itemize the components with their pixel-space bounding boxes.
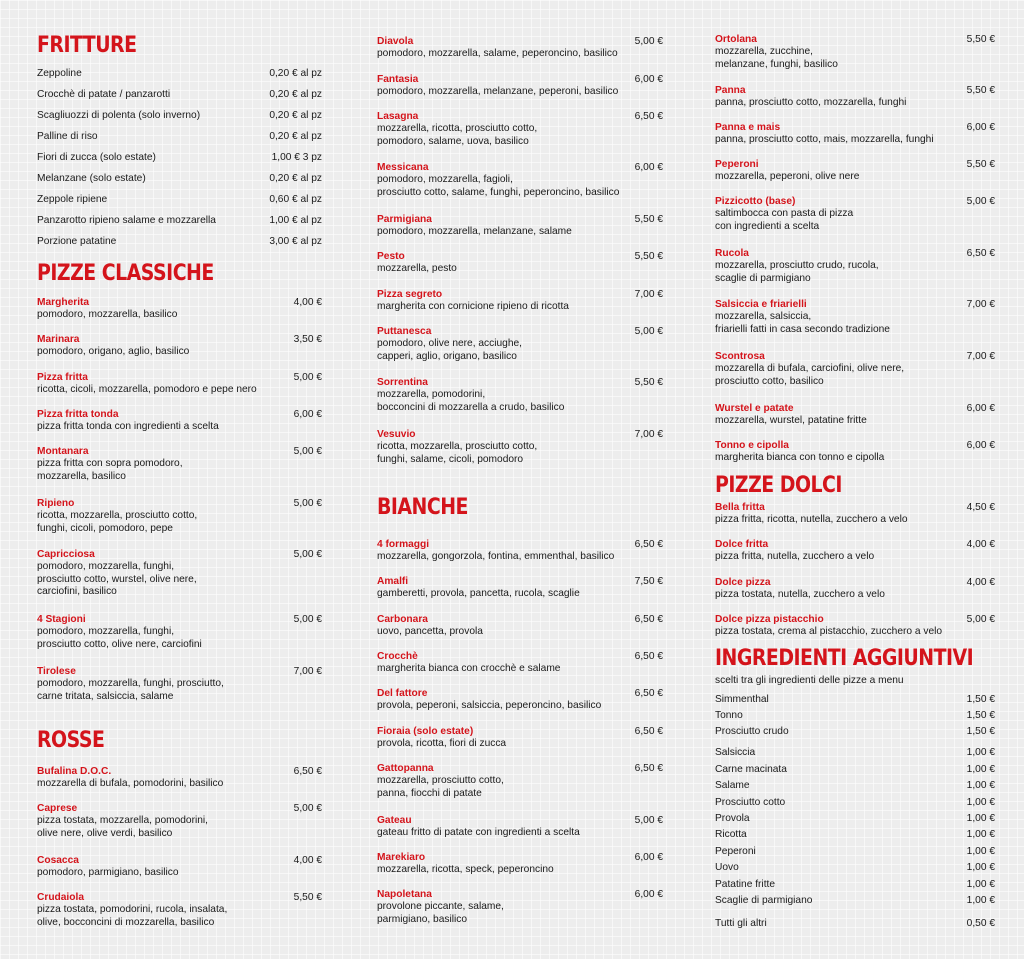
item-price: 4,00 € xyxy=(966,539,995,550)
item-desc: pomodoro, mozzarella, funghi, prosciutto cotto, wurstel, olive nere, carciofini, basilico xyxy=(37,561,197,597)
item-price: 0,60 € al pz xyxy=(269,194,322,205)
fritture-item xyxy=(37,110,322,122)
menu-item xyxy=(377,576,663,601)
menu-item xyxy=(377,539,663,564)
item-name: Dolce pizza pistacchio xyxy=(715,614,824,625)
item-desc: provola, peperoni, salsiccia, peperoncino, basilico xyxy=(377,700,602,712)
item-price: 5,00 € xyxy=(293,498,322,509)
menu-item xyxy=(377,74,663,99)
item-name: Carne macinata xyxy=(715,764,787,775)
item-desc: pizza tostata, nutella, zucchero a velo xyxy=(715,589,885,601)
item-price: 1,00 € al pz xyxy=(269,215,322,226)
item-name: Crocchè di patate / panzarotti xyxy=(37,89,171,100)
menu-item xyxy=(377,889,663,926)
item-desc: pomodoro, mozzarella, melanzane, salame xyxy=(377,226,572,238)
item-desc: mozzarella, peperoni, olive nere xyxy=(715,171,860,183)
item-desc: pomodoro, mozzarella, basilico xyxy=(37,309,178,321)
dolci-title: PIZZE DOLCI xyxy=(715,473,842,498)
item-price: 1,50 € xyxy=(966,710,995,721)
item-name: Ricotta xyxy=(715,829,747,840)
extra-item xyxy=(715,797,995,809)
item-price: 6,50 € xyxy=(634,111,663,122)
extra-item xyxy=(715,747,995,759)
fritture-item xyxy=(37,173,322,185)
item-desc: mozzarella, pomodorini, bocconcini di mozzarella a crudo, basilico xyxy=(377,389,565,413)
item-desc: mozzarella, zucchine, melanzane, funghi, basilico xyxy=(715,46,838,70)
item-name: Parmigiana xyxy=(377,214,432,225)
item-desc: uovo, pancetta, provola xyxy=(377,626,483,638)
item-price: 3,00 € al pz xyxy=(269,236,322,247)
item-price: 6,50 € xyxy=(634,651,663,662)
item-name: Uovo xyxy=(715,862,739,873)
item-name: Patatine fritte xyxy=(715,879,776,890)
item-desc: pomodoro, mozzarella, salame, peperoncino, basilico xyxy=(377,48,618,60)
item-price: 6,50 € xyxy=(293,766,322,777)
item-price: 5,50 € xyxy=(966,34,995,45)
item-price: 6,00 € xyxy=(966,440,995,451)
menu-item xyxy=(37,666,322,703)
item-name: Fantasia xyxy=(377,74,419,85)
item-price: 0,20 € al pz xyxy=(269,131,322,142)
item-name: Crudaiola xyxy=(37,892,84,903)
item-price: 4,00 € xyxy=(293,855,322,866)
fritture-item xyxy=(37,89,322,101)
item-desc: mozzarella, salsiccia, friarielli fatti in casa secondo tradizione xyxy=(715,311,890,335)
item-desc: mozzarella, pesto xyxy=(377,263,457,275)
item-price: 5,50 € xyxy=(634,251,663,262)
item-name: Ripieno xyxy=(37,498,75,509)
item-price: 5,00 € xyxy=(293,803,322,814)
item-desc: mozzarella, wurstel, patatine fritte xyxy=(715,415,867,427)
item-price: 1,00 € xyxy=(966,846,995,857)
item-name: Scagliuozzi di polenta (solo inverno) xyxy=(37,110,201,121)
item-name: Simmenthal xyxy=(715,694,769,705)
menu-item xyxy=(377,36,663,61)
menu-item xyxy=(37,297,322,322)
item-desc: pomodoro, parmigiano, basilico xyxy=(37,867,179,879)
menu-item xyxy=(37,372,322,397)
item-desc: pizza tostata, crema al pistacchio, zucchero a velo xyxy=(715,626,943,638)
menu-item xyxy=(715,614,995,639)
menu-item xyxy=(37,409,322,434)
item-desc: pizza fritta tonda con ingredienti a scelta xyxy=(37,421,219,433)
item-name: Prosciutto cotto xyxy=(715,797,786,808)
item-name: Palline di riso xyxy=(37,131,98,142)
fritture-item xyxy=(37,152,322,164)
item-name: Vesuvio xyxy=(377,429,416,440)
menu-item xyxy=(715,403,995,428)
item-price: 1,00 € xyxy=(966,879,995,890)
item-name: Fiori di zucca (solo estate) xyxy=(37,152,156,163)
item-price: 5,50 € xyxy=(634,377,663,388)
item-name: Del fattore xyxy=(377,688,428,699)
item-desc: margherita con cornicione ripieno di ricotta xyxy=(377,301,569,313)
menu-item xyxy=(37,549,322,598)
item-name: Wurstel e patate xyxy=(715,403,794,414)
menu-item xyxy=(377,429,663,466)
item-name: Ortolana xyxy=(715,34,757,45)
menu-item xyxy=(715,502,995,527)
menu-item xyxy=(715,196,995,233)
item-name: Pesto xyxy=(377,251,405,262)
item-name: 4 Stagioni xyxy=(37,614,86,625)
item-name: Tonno e cipolla xyxy=(715,440,789,451)
item-name: Zeppole ripiene xyxy=(37,194,108,205)
menu-item xyxy=(715,85,995,110)
item-price: 5,50 € xyxy=(293,892,322,903)
item-price: 5,00 € xyxy=(634,815,663,826)
menu-item xyxy=(37,892,322,929)
item-name: Melanzane (solo estate) xyxy=(37,173,146,184)
classiche-title: PIZZE CLASSICHE xyxy=(37,261,214,286)
item-price: 7,00 € xyxy=(966,351,995,362)
item-price: 6,50 € xyxy=(634,614,663,625)
item-name: Rucola xyxy=(715,248,749,259)
item-name: Zeppoline xyxy=(37,68,82,79)
item-desc: ricotta, mozzarella, prosciutto cotto, funghi, cicoli, pomodoro, pepe xyxy=(37,510,198,534)
item-name: Dolce fritta xyxy=(715,539,769,550)
item-desc: margherita bianca con crocchè e salame xyxy=(377,663,561,675)
item-price: 1,00 € xyxy=(966,813,995,824)
menu-item xyxy=(37,446,322,483)
item-name: Amalfi xyxy=(377,576,409,587)
item-price: 0,20 € al pz xyxy=(269,173,322,184)
item-name: Napoletana xyxy=(377,889,432,900)
extra-item xyxy=(715,879,995,891)
item-price: 5,00 € xyxy=(293,549,322,560)
menu-item xyxy=(377,614,663,639)
item-desc: pizza tostata, pomodorini, rucola, insalata, olive, bocconcini di mozzarella, basilico xyxy=(37,904,228,928)
fritture-item xyxy=(37,236,322,248)
menu-item xyxy=(377,111,663,148)
item-desc: mozzarella, prosciutto crudo, rucola, scaglie di parmigiano xyxy=(715,260,879,284)
extra-item xyxy=(715,895,995,907)
item-name: Cosacca xyxy=(37,855,79,866)
item-desc: saltimbocca con pasta di pizza con ingredienti a scelta xyxy=(715,208,854,232)
item-name: Margherita xyxy=(37,297,90,308)
item-name: Puttanesca xyxy=(377,326,432,337)
item-price: 0,20 € al pz xyxy=(269,110,322,121)
item-price: 4,50 € xyxy=(966,502,995,513)
item-price: 0,50 € xyxy=(966,918,995,929)
item-desc: mozzarella, ricotta, speck, peperoncino xyxy=(377,864,554,876)
item-price: 7,50 € xyxy=(634,576,663,587)
menu-item xyxy=(715,299,995,336)
item-name: Capricciosa xyxy=(37,549,95,560)
item-name: Prosciutto crudo xyxy=(715,726,789,737)
item-name: Bella fritta xyxy=(715,502,765,513)
menu-item xyxy=(715,351,995,388)
item-price: 0,20 € al pz xyxy=(269,68,322,79)
menu-item xyxy=(715,539,995,564)
menu-item xyxy=(37,803,322,840)
item-price: 1,00 € xyxy=(966,829,995,840)
menu-item xyxy=(715,248,995,285)
item-name: Panna e mais xyxy=(715,122,781,133)
item-desc: ricotta, mozzarella, prosciutto cotto, funghi, salame, cicoli, pomodoro xyxy=(377,441,538,465)
menu-item xyxy=(37,766,322,791)
item-price: 6,00 € xyxy=(634,162,663,173)
item-desc: pomodoro, mozzarella, funghi, prosciutto, carne tritata, salsiccia, salame xyxy=(37,678,224,702)
fritture-item xyxy=(37,131,322,143)
extra-item xyxy=(715,764,995,776)
item-name: Lasagna xyxy=(377,111,419,122)
item-price: 5,00 € xyxy=(966,614,995,625)
extra-item xyxy=(715,862,995,874)
item-name: Panna xyxy=(715,85,746,96)
item-price: 0,20 € al pz xyxy=(269,89,322,100)
item-name: Scontrosa xyxy=(715,351,765,362)
item-price: 1,50 € xyxy=(966,694,995,705)
item-desc: pizza fritta, ricotta, nutella, zucchero a velo xyxy=(715,514,908,526)
item-name: Messicana xyxy=(377,162,429,173)
item-price: 1,00 € xyxy=(966,797,995,808)
menu-item xyxy=(715,34,995,71)
item-price: 6,00 € xyxy=(634,74,663,85)
item-desc: ricotta, cicoli, mozzarella, pomodoro e pepe nero xyxy=(37,384,257,396)
extra-item xyxy=(715,694,995,706)
item-name: Pizza fritta tonda xyxy=(37,409,119,420)
item-price: 1,00 € 3 pz xyxy=(271,152,322,163)
extra-item xyxy=(715,710,995,722)
menu-item xyxy=(377,162,663,199)
item-price: 6,50 € xyxy=(966,248,995,259)
item-price: 7,00 € xyxy=(634,429,663,440)
item-desc: mozzarella di bufala, carciofini, olive nere, prosciutto cotto, basilico xyxy=(715,363,905,387)
item-name: Peperoni xyxy=(715,846,756,857)
menu-item xyxy=(377,688,663,713)
item-price: 1,00 € xyxy=(966,862,995,873)
item-name: Montanara xyxy=(37,446,89,457)
item-price: 5,00 € xyxy=(293,372,322,383)
bianche-title: BIANCHE xyxy=(377,495,468,520)
item-price: 4,00 € xyxy=(966,577,995,588)
item-price: 7,00 € xyxy=(634,289,663,300)
menu-item xyxy=(377,852,663,877)
menu-item xyxy=(377,726,663,751)
menu-item xyxy=(37,855,322,880)
item-name: Gattopanna xyxy=(377,763,434,774)
item-name: Marekiaro xyxy=(377,852,426,863)
item-name: Porzione patatine xyxy=(37,236,117,247)
extra-item xyxy=(715,813,995,825)
item-desc: margherita bianca con tonno e cipolla xyxy=(715,452,885,464)
item-name: Marinara xyxy=(37,334,80,345)
item-price: 6,50 € xyxy=(634,726,663,737)
item-desc: panna, prosciutto cotto, mozzarella, funghi xyxy=(715,97,907,109)
extra-item xyxy=(715,918,995,930)
rosse-title: ROSSE xyxy=(37,728,105,753)
item-desc: pizza fritta con sopra pomodoro, mozzarella, basilico xyxy=(37,458,183,482)
item-desc: pomodoro, origano, aglio, basilico xyxy=(37,346,190,358)
item-price: 6,50 € xyxy=(634,688,663,699)
extra-item xyxy=(715,829,995,841)
item-price: 6,00 € xyxy=(634,889,663,900)
item-price: 6,50 € xyxy=(634,539,663,550)
menu-item xyxy=(377,214,663,239)
item-name: Salsiccia xyxy=(715,747,756,758)
menu-item xyxy=(377,377,663,414)
item-name: Panzarotto ripieno salame e mozzarella xyxy=(37,215,216,226)
item-desc: mozzarella, gongorzola, fontina, emmenthal, basilico xyxy=(377,551,615,563)
menu-item xyxy=(377,251,663,276)
item-desc: pomodoro, mozzarella, funghi, prosciutto cotto, olive nere, carciofini xyxy=(37,626,202,650)
item-price: 5,00 € xyxy=(634,326,663,337)
item-price: 1,00 € xyxy=(966,747,995,758)
item-price: 6,00 € xyxy=(293,409,322,420)
item-price: 1,00 € xyxy=(966,895,995,906)
item-price: 6,50 € xyxy=(634,763,663,774)
item-name: Pizza fritta xyxy=(37,372,88,383)
item-price: 5,50 € xyxy=(634,214,663,225)
item-desc: mozzarella, prosciutto cotto, panna, fiocchi di patate xyxy=(377,775,504,799)
item-name: Dolce pizza xyxy=(715,577,771,588)
item-name: Diavola xyxy=(377,36,414,47)
item-name: Tonno xyxy=(715,710,743,721)
item-name: Fioraia (solo estate) xyxy=(377,726,474,737)
menu-item xyxy=(377,326,663,363)
item-price: 1,00 € xyxy=(966,764,995,775)
menu-item xyxy=(377,763,663,800)
item-desc: panna, prosciutto cotto, mais, mozzarella, funghi xyxy=(715,134,934,146)
item-desc: pomodoro, mozzarella, fagioli, prosciutto cotto, salame, funghi, peperoncino, basilico xyxy=(377,174,620,198)
menu-item xyxy=(715,577,995,602)
item-price: 5,00 € xyxy=(293,614,322,625)
menu-item xyxy=(377,289,663,314)
extra-item xyxy=(715,846,995,858)
item-desc: pizza fritta, nutella, zucchero a velo xyxy=(715,551,875,563)
item-name: 4 formaggi xyxy=(377,539,430,550)
item-desc: pomodoro, mozzarella, melanzane, peperoni, basilico xyxy=(377,86,619,98)
item-price: 6,00 € xyxy=(634,852,663,863)
item-price: 4,00 € xyxy=(293,297,322,308)
menu-item xyxy=(715,440,995,465)
fritture-title: FRITTURE xyxy=(37,33,137,58)
menu-item xyxy=(37,614,322,651)
item-price: 1,00 € xyxy=(966,780,995,791)
menu-item xyxy=(715,122,995,147)
item-name: Sorrentina xyxy=(377,377,428,388)
fritture-item xyxy=(37,215,322,227)
item-name: Bufalina D.O.C. xyxy=(37,766,112,777)
extra-item xyxy=(715,726,995,738)
item-name: Pizza segreto xyxy=(377,289,443,300)
aggiuntivi-note: scelti tra gli ingredienti delle pizze a menu xyxy=(715,675,904,686)
aggiuntivi-title: INGREDIENTI AGGIUNTIVI xyxy=(715,646,974,671)
item-name: Tirolese xyxy=(37,666,76,677)
item-desc: provola, ricotta, fiori di zucca xyxy=(377,738,507,750)
item-desc: pomodoro, olive nere, acciughe, capperi, aglio, origano, basilico xyxy=(377,338,522,362)
fritture-item xyxy=(37,194,322,206)
item-desc: mozzarella di bufala, pomodorini, basilico xyxy=(37,778,224,790)
item-name: Carbonara xyxy=(377,614,428,625)
menu-item xyxy=(715,159,995,184)
item-name: Tutti gli altri xyxy=(715,918,767,929)
item-price: 7,00 € xyxy=(966,299,995,310)
item-desc: gamberetti, provola, pancetta, rucola, scaglie xyxy=(377,588,580,600)
item-price: 6,00 € xyxy=(966,122,995,133)
item-name: Peperoni xyxy=(715,159,759,170)
menu-item xyxy=(37,498,322,535)
item-name: Pizzicotto (base) xyxy=(715,196,796,207)
item-name: Crocchè xyxy=(377,651,418,662)
item-price: 6,00 € xyxy=(966,403,995,414)
fritture-item xyxy=(37,68,322,80)
item-price: 7,00 € xyxy=(293,666,322,677)
item-desc: mozzarella, ricotta, prosciutto cotto, pomodoro, salame, uova, basilico xyxy=(377,123,538,147)
menu-item xyxy=(377,651,663,676)
item-name: Gateau xyxy=(377,815,412,826)
item-price: 3,50 € xyxy=(293,334,322,345)
menu-item xyxy=(37,334,322,359)
item-name: Provola xyxy=(715,813,750,824)
item-price: 5,00 € xyxy=(634,36,663,47)
item-price: 5,00 € xyxy=(293,446,322,457)
item-name: Caprese xyxy=(37,803,78,814)
item-name: Salame xyxy=(715,780,750,791)
item-price: 5,50 € xyxy=(966,159,995,170)
item-desc: provolone piccante, salame, parmigiano, basilico xyxy=(377,901,504,925)
item-name: Salsiccia e friarielli xyxy=(715,299,807,310)
item-name: Scaglie di parmigiano xyxy=(715,895,813,906)
item-price: 5,00 € xyxy=(966,196,995,207)
menu-item xyxy=(377,815,663,840)
item-desc: gateau fritto di patate con ingredienti a scelta xyxy=(377,827,580,839)
item-price: 5,50 € xyxy=(966,85,995,96)
item-price: 1,50 € xyxy=(966,726,995,737)
extra-item xyxy=(715,780,995,792)
item-desc: pizza tostata, mozzarella, pomodorini, olive nere, olive verdi, basilico xyxy=(37,815,209,839)
